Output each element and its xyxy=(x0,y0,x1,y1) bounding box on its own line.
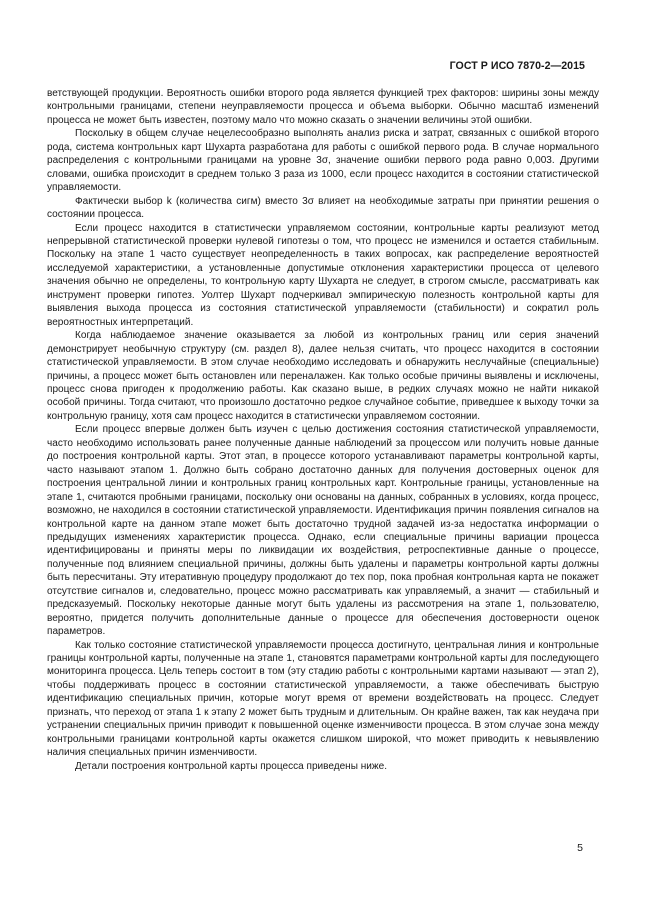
paragraph: Как только состояние статистической управляемости процесса достигнуто, центральная линия и контрольные границы контрольной карты, полученные на этапе 1, становятся параметрами контрольной карты для последующего мониторинга процесса. Цель теперь состоит в том (эту стадию работы с контрольными картами называют — этап 2), чтобы поддерживать процесс в состоянии статистической управляемости, а также обеспечивать быструю идентификацию специальных причин, которые могут время от времени воздействовать на процесс. Следует признать, что переход от этапа 1 к этапу 2 может быть трудным и длительным. Он крайне важен, так как неудача при устранении специальных причин приводит к повышенной оценке изменчивости процесса. В этом случае зона между контрольными границами контрольной карты окажется слишком широкой, что может приводить к невыявлению наличия специальных причин изменчивости. xyxy=(47,639,599,759)
paragraph: Когда наблюдаемое значение оказывается за любой из контрольных границ или серия значений демонстрирует необычную структуру (см. раздел 8), далее нельзя считать, что процесс находится в состоянии статистической управляемости. В этом случае необходимо исследовать и обнаружить неслучайные (специальные) причины, а процесс может быть остановлен или переналажен. Как только особые причины выявлены и исключены, процесс снова пригоден к продолжению работы. Как сказано выше, в редких случаях можно не найти никакой особой причины. Тогда считают, что произошло достаточно редкое случайное событие, приведшее к выходу точки за контрольную границу, хотя сам процесс находится в статистически управляемом состоянии. xyxy=(47,330,599,422)
paragraph: Фактически выбор k (количества сигм) вместо 3σ влияет на необходимые затраты при принятии решения о состоянии процесса. xyxy=(47,195,599,221)
paragraph: Если процесс впервые должен быть изучен с целью достижения состояния статистической управляемости, часто необходимо использовать ранее полученные данные наблюдений за процессом или получить новые данные до построения контрольной карты. Этот этап, в процессе которого устанавливают параметры контрольной карты, часто называют этапом 1. Должно быть собрано достаточно данных для получения достоверных оценок для построения центральной линии и контрольных границ контрольных карт. Контрольные границы, установленные на этапе 1, считаются пробными границами, поскольку они основаны на данных, собранных в условиях, когда процесс, возможно, не находился в состоянии статистической управляемости. Идентификация причин появления сигналов на контрольной карте на данном этапе может быть достаточно трудной задачей из-за недостатка информации о предыдущих изменениях характеристик процесса. Однако, если специальные причины вариации процесса идентифицированы и приняты меры по ликвидации их воздействия, ретроспективные данные о процессе, полученные под влиянием специальной причины, должны быть удалены и параметры контрольной карты должны быть пересчитаны. Эту итеративную процедуру продолжают до тех пор, пока пробная контрольная карта не покажет отсутствие сигналов и, следовательно, процесс можно рассматривать как управляемый, а значит — стабильный и предсказуемый. Поскольку некоторые данные могут быть удалены из рассмотрения на этапе 1, пользователю, вероятно, придется получить дополнительные данные о процессе для обеспечения достоверности оценок параметров. xyxy=(47,424,599,638)
paragraph: Детали построения контрольной карты процесса приведены ниже. xyxy=(75,760,388,772)
document-header: ГОСТ Р ИСО 7870-2—2015 xyxy=(449,60,585,72)
paragraph: Если процесс находится в статистически управляемом состоянии, контрольные карты реализуют метод непрерывной статистической проверки нулевой гипотезы о том, что процесс не изменился и остается стабильным. Поскольку на этапе 1 часто существует неопределенность в таких вопросах, как распределение вероятностей исследуемой характеристики, а установленные допустимые отклонения характеристики процесса от целевого значения обычно не определены, то контрольную карту Шухарта не следует, в строгом смысле, рассматривать как инструмент проверки гипотез. Уолтер Шухарт подчеркивал эмпирическую полезность контрольной карты для выявления выхода процесса из состояния статистической управляемости (стабильности) и сократил роль вероятностных интерпретаций. xyxy=(47,222,599,328)
page-number: 5 xyxy=(577,842,583,854)
document-body xyxy=(47,87,599,773)
paragraph: Поскольку в общем случае нецелесообразно выполнять анализ риска и затрат, связанных с ошибкой второго рода, система контрольных карт Шухарта разработана для работы с ошибкой первого рода. В случае нормального распределения с контрольными границами на уровне 3σ, значение ошибки первого рода равно 0,003. Другими словами, ошибка происходит в среднем только 3 раза из 1000, если процесс находится в состоянии статистической управляемости. xyxy=(47,128,599,194)
paragraph: ветствующей продукции. Вероятность ошибки второго рода является функцией трех факторов: ширины зоны между контрольными границами, степени неуправляемости процесса и объема выборки. Обычно масштаб изменений процесса не может быть известен, поэтому мало что можно сказать о значении величины этой ошибки. xyxy=(47,88,599,126)
